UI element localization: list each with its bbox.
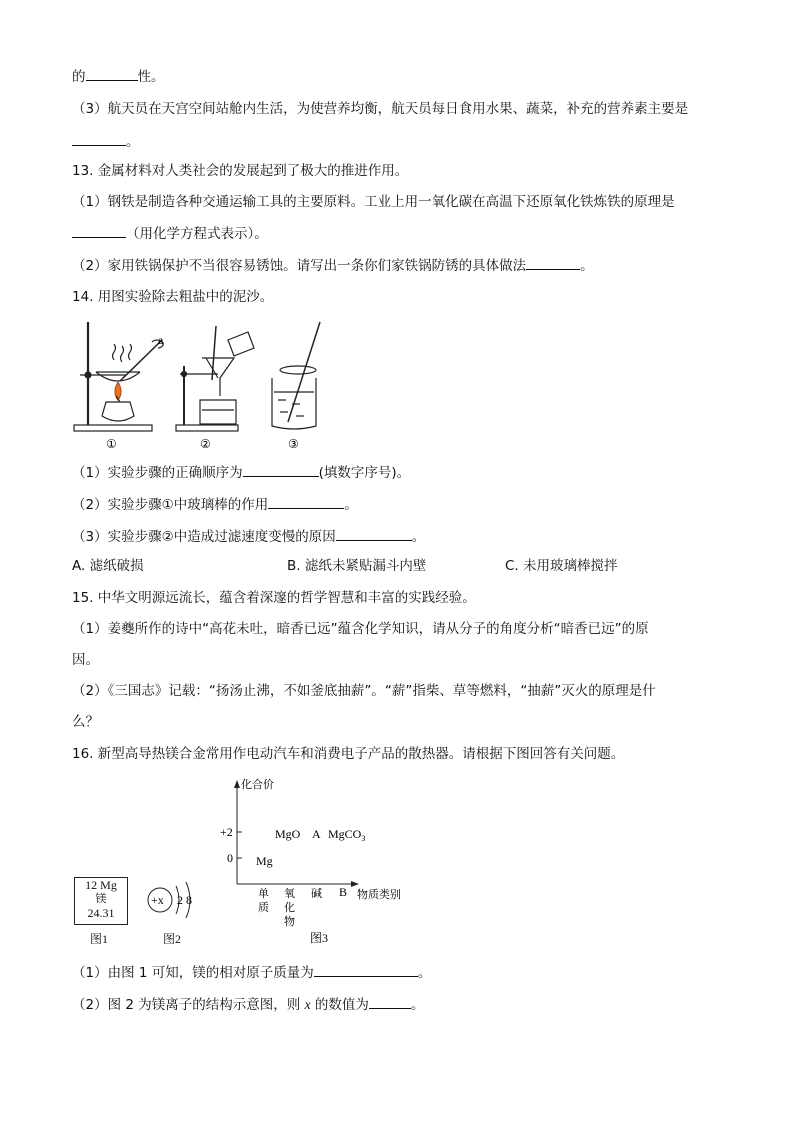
element-cell-figure [74, 877, 128, 925]
text: 。 [344, 497, 358, 513]
text: (填数字序号)。 [318, 465, 411, 481]
answer-blank[interactable] [369, 994, 411, 1009]
text: （3）实验步骤②中造成过滤速度变慢的原因 [72, 529, 336, 545]
answer-blank[interactable] [336, 526, 412, 541]
line-q12-2-end [72, 66, 165, 87]
q16-part2 [72, 994, 424, 1015]
text: 的 [72, 69, 86, 85]
element-name: 镁 [95, 892, 107, 905]
y-tick-plus2: +2 [220, 825, 233, 839]
x-cat-element-1: 单 [258, 887, 269, 900]
x-cat-b: B [339, 885, 348, 899]
figure-3-caption: 图3 [310, 931, 329, 945]
element-symbol: Mg [100, 878, 117, 892]
q15-part2-end: 么？ [72, 714, 99, 730]
y-tick-zero: 0 [227, 851, 233, 865]
line-q12-3: （3）航天员在天宫空间站舱内生活，为使营养均衡，航天员每日食用水果、蔬菜，补充的营养素主要是 [72, 101, 689, 117]
figure-label-2: ② [200, 437, 211, 451]
nucleus-charge: +x [151, 893, 164, 907]
text: 的数值为 [310, 997, 369, 1013]
atomic-mass: 24.31 [87, 906, 115, 920]
x-cat-base: 碱 [311, 887, 322, 900]
figure-1-caption: 图1 [90, 932, 109, 946]
x-cat-oxide-2: 化 [284, 901, 295, 914]
filtration-setup [176, 326, 254, 431]
option-b[interactable]: B. 滤纸未紧贴漏斗内壁 [287, 558, 427, 574]
text: 。 [411, 529, 426, 545]
q14-part3 [72, 526, 425, 547]
variable-x: x [304, 997, 311, 1012]
text: 。 [410, 997, 425, 1013]
answer-blank[interactable] [72, 223, 126, 238]
option-c[interactable]: C. 未用玻璃棒搅拌 [505, 558, 618, 574]
answer-blank[interactable] [314, 962, 418, 977]
answer-blank[interactable] [243, 462, 319, 477]
answer-blank[interactable] [86, 66, 138, 81]
option-a[interactable]: A. 滤纸破损 [72, 558, 144, 574]
line-q12-3-end [72, 131, 140, 152]
ion-structure-figure [140, 878, 210, 922]
text: （用化学方程式表示）。 [126, 226, 268, 242]
x-cat-element-2: 质 [258, 901, 269, 914]
q13-part1-end [72, 223, 268, 244]
x-axis-label: 物质类别 [357, 888, 401, 901]
q16-title: 16. 新型高导热镁合金常用作电动汽车和消费电子产品的散热器。请根据下图回答有关问题。 [72, 746, 625, 762]
q14-part2 [72, 494, 358, 515]
text: 性。 [137, 69, 165, 85]
point-mg: Mg [256, 854, 273, 868]
electron-shells: 2 8 [177, 893, 192, 907]
q14-title: 14. 用图实验除去粗盐中的泥沙。 [72, 289, 274, 305]
q13-part1: （1）钢铁是制造各种交通运输工具的主要原料。工业上用一氧化碳在高温下还原氧化铁炼铁的原理是 [72, 194, 675, 210]
q14-apparatus-figure [70, 318, 330, 453]
answer-blank[interactable] [72, 131, 126, 146]
atomic-number: 12 [85, 878, 98, 892]
element-cell-top [75, 878, 127, 892]
point-a: A [312, 827, 321, 841]
q15-title: 15. 中华文明源远流长，蕴含着深邃的哲学智慧和丰富的实践经验。 [72, 590, 476, 606]
point-mgco3: MgCO$_3$ [328, 827, 366, 843]
figure-2-caption: 图2 [163, 932, 182, 946]
text: （2）图 2 为镁离子的结构示意图，则 [72, 997, 305, 1013]
q14-part1 [72, 462, 410, 483]
text: （1）实验步骤的正确顺序为 [72, 465, 243, 481]
q13-part2 [72, 255, 594, 276]
y-axis-label: 化合价 [241, 778, 274, 791]
text: （1）由图 1 可知，镁的相对原子质量为 [72, 965, 314, 981]
q16-part1 [72, 962, 431, 983]
rod-label-a: a [158, 333, 164, 347]
figure-label-3: ③ [288, 437, 299, 451]
x-cat-oxide-3: 物 [284, 915, 295, 928]
valence-class-chart [215, 776, 415, 948]
q13-title: 13. 金属材料对人类社会的发展起到了极大的推进作用。 [72, 163, 409, 179]
text: （2）家用铁锅保护不当很容易锈蚀。请写出一条你们家铁锅防锈的具体做法 [72, 258, 527, 274]
answer-blank[interactable] [268, 494, 344, 509]
text: （2）实验步骤①中玻璃棒的作用 [72, 497, 269, 513]
point-mgo: MgO [275, 827, 301, 841]
dissolving-setup [272, 322, 320, 429]
text: 。 [417, 965, 432, 981]
q15-part2: （2）《三国志》记载：“扬汤止沸，不如釜底抽薪”。“薪”指柴、草等燃料，“抽薪”灭火的原理是什 [72, 683, 656, 699]
evaporation-setup [74, 322, 163, 431]
q15-part1-end: 因。 [72, 652, 99, 668]
text: 。 [126, 134, 140, 150]
text: 。 [580, 258, 594, 274]
q15-part1: （1）姜夔所作的诗中“高花未吐，暗香已远”蕴含化学知识，请从分子的角度分析“暗香已远”的原 [72, 621, 649, 637]
figure-label-1: ① [106, 437, 117, 451]
x-cat-oxide-1: 氧 [284, 887, 295, 900]
answer-blank[interactable] [526, 255, 580, 270]
